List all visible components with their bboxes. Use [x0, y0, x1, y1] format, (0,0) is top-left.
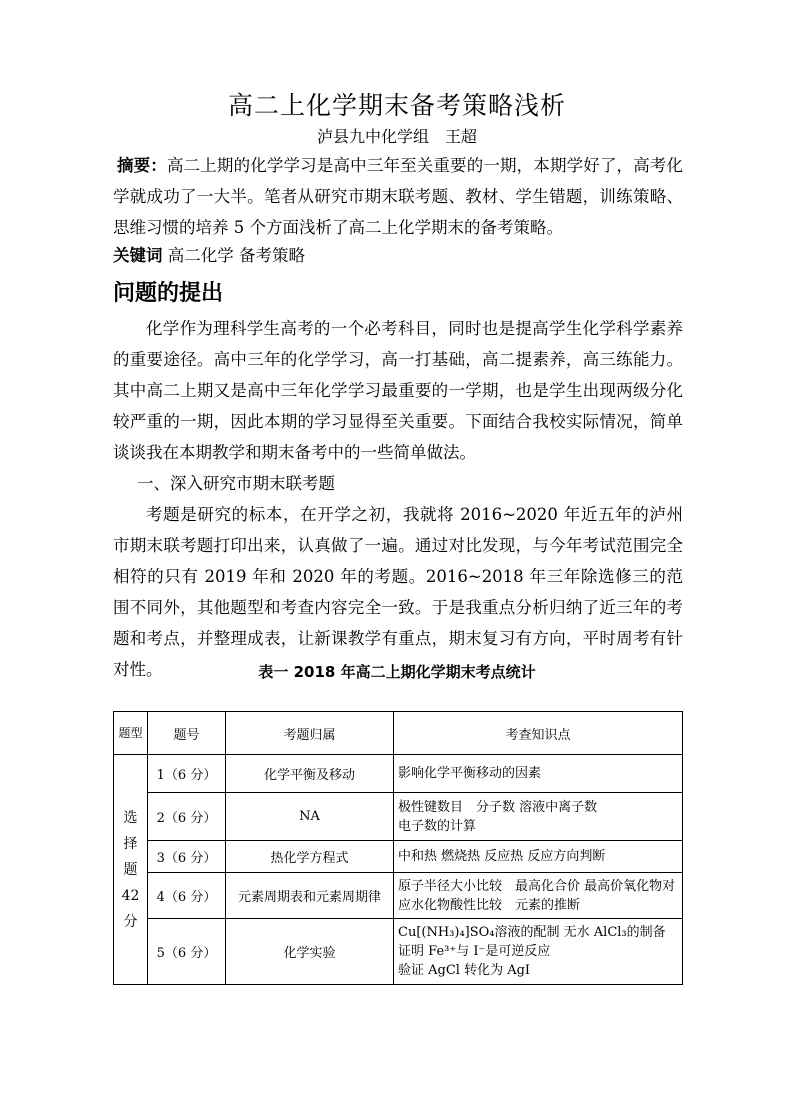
question-type-cell: 选择题42分: [114, 755, 148, 985]
section-heading: 问题的提出: [113, 281, 224, 306]
knowledge-points: Cu[(NH₃)₄]SO₄溶液的配制 无水 AlCl₃的制备 证明 Fe³⁺与 I⁻是可逆反应 验证 AgCl 转化为 AgI: [394, 919, 683, 985]
question-category: 化学实验: [226, 919, 394, 985]
header-category: 考题归属: [226, 712, 394, 755]
table-row: [114, 873, 683, 919]
question-no: 1（6 分）: [148, 755, 226, 793]
abstract-paragraph: [113, 150, 683, 243]
header-points: 考查知识点: [394, 712, 683, 755]
question-category: 化学平衡及移动: [226, 755, 394, 793]
abstract-text: 高二上期的化学学习是高中三年至关重要的一期，本期学好了，高考化学就成功了一大半。笔者从研究市期末联考题、教材、学生错题，训练策略、思维习惯的培养 5 个方面浅析了高二上化学期末的备考策略。: [113, 156, 684, 237]
subsection-heading: 一、深入研究市期末联考题: [137, 474, 335, 493]
intro-paragraph: 化学作为理科学生高考的一个必考科目，同时也是提高学生化学科学素养的重要途径。高中三年的化学学习，高一打基础，高二提素养，高三练能力。其中高二上期又是高中三年化学学习最重要的一学期，也是学生出现两级分化较严重的一期，因此本期的学习显得至关重要。下面结合我校实际情况，简单谈谈我在本期教学和期末备考中的一些简单做法。: [113, 319, 683, 462]
table-row: [114, 793, 683, 841]
question-no: 4（6 分）: [148, 873, 226, 919]
subsection-paragraph: 考题是研究的标本，在开学之初，我就将 2016~2020 年近五年的泸州市期末联考题打印出来，认真做了一遍。通过对比发现，与今年考试范围完全相符的只有 2019 年和 2020 年的考题。2016~2018 年三年除选修三的范围不同外，其他题型和考查内容完全一致。于是我重点分析归纳了近三年的考题和考点，并整理成表，让新课教学有重点，期末复习有方向，平时周考有针对性。: [113, 505, 683, 679]
table-row: [114, 919, 683, 985]
document-title: 高二上化学期末备考策略浅析: [227, 91, 566, 120]
keywords-text: 高二化学 备考策略: [167, 246, 305, 265]
table-row: [114, 841, 683, 873]
knowledge-points: 中和热 燃烧热 反应热 反应方向判断: [394, 841, 683, 873]
header-no: 题号: [148, 712, 226, 755]
knowledge-points: 影响化学平衡移动的因素: [394, 755, 683, 793]
question-category: NA: [226, 793, 394, 841]
question-no: 2（6 分）: [148, 793, 226, 841]
keywords-line: [113, 240, 683, 271]
knowledge-points: 原子半径大小比较 最高化合价 最高价氧化物对应水化物酸性比较 元素的推断: [394, 873, 683, 919]
table-header-row: [114, 712, 683, 755]
exam-points-table: [113, 711, 683, 985]
header-type: 题型: [114, 712, 148, 755]
author-line: 泸县九中化学组 王超: [316, 127, 477, 146]
abstract-label: 摘要：: [117, 156, 167, 175]
question-category: 元素周期表和元素周期律: [226, 873, 394, 919]
question-no: 5（6 分）: [148, 919, 226, 985]
knowledge-points: 极性键数目 分子数 溶液中离子数 电子数的计算: [394, 793, 683, 841]
question-no: 3（6 分）: [148, 841, 226, 873]
table-row: [114, 755, 683, 793]
keywords-label: 关键词: [113, 246, 163, 265]
question-category: 热化学方程式: [226, 841, 394, 873]
table-caption: 表一 2018 年高二上期化学期末考点统计: [258, 663, 536, 681]
